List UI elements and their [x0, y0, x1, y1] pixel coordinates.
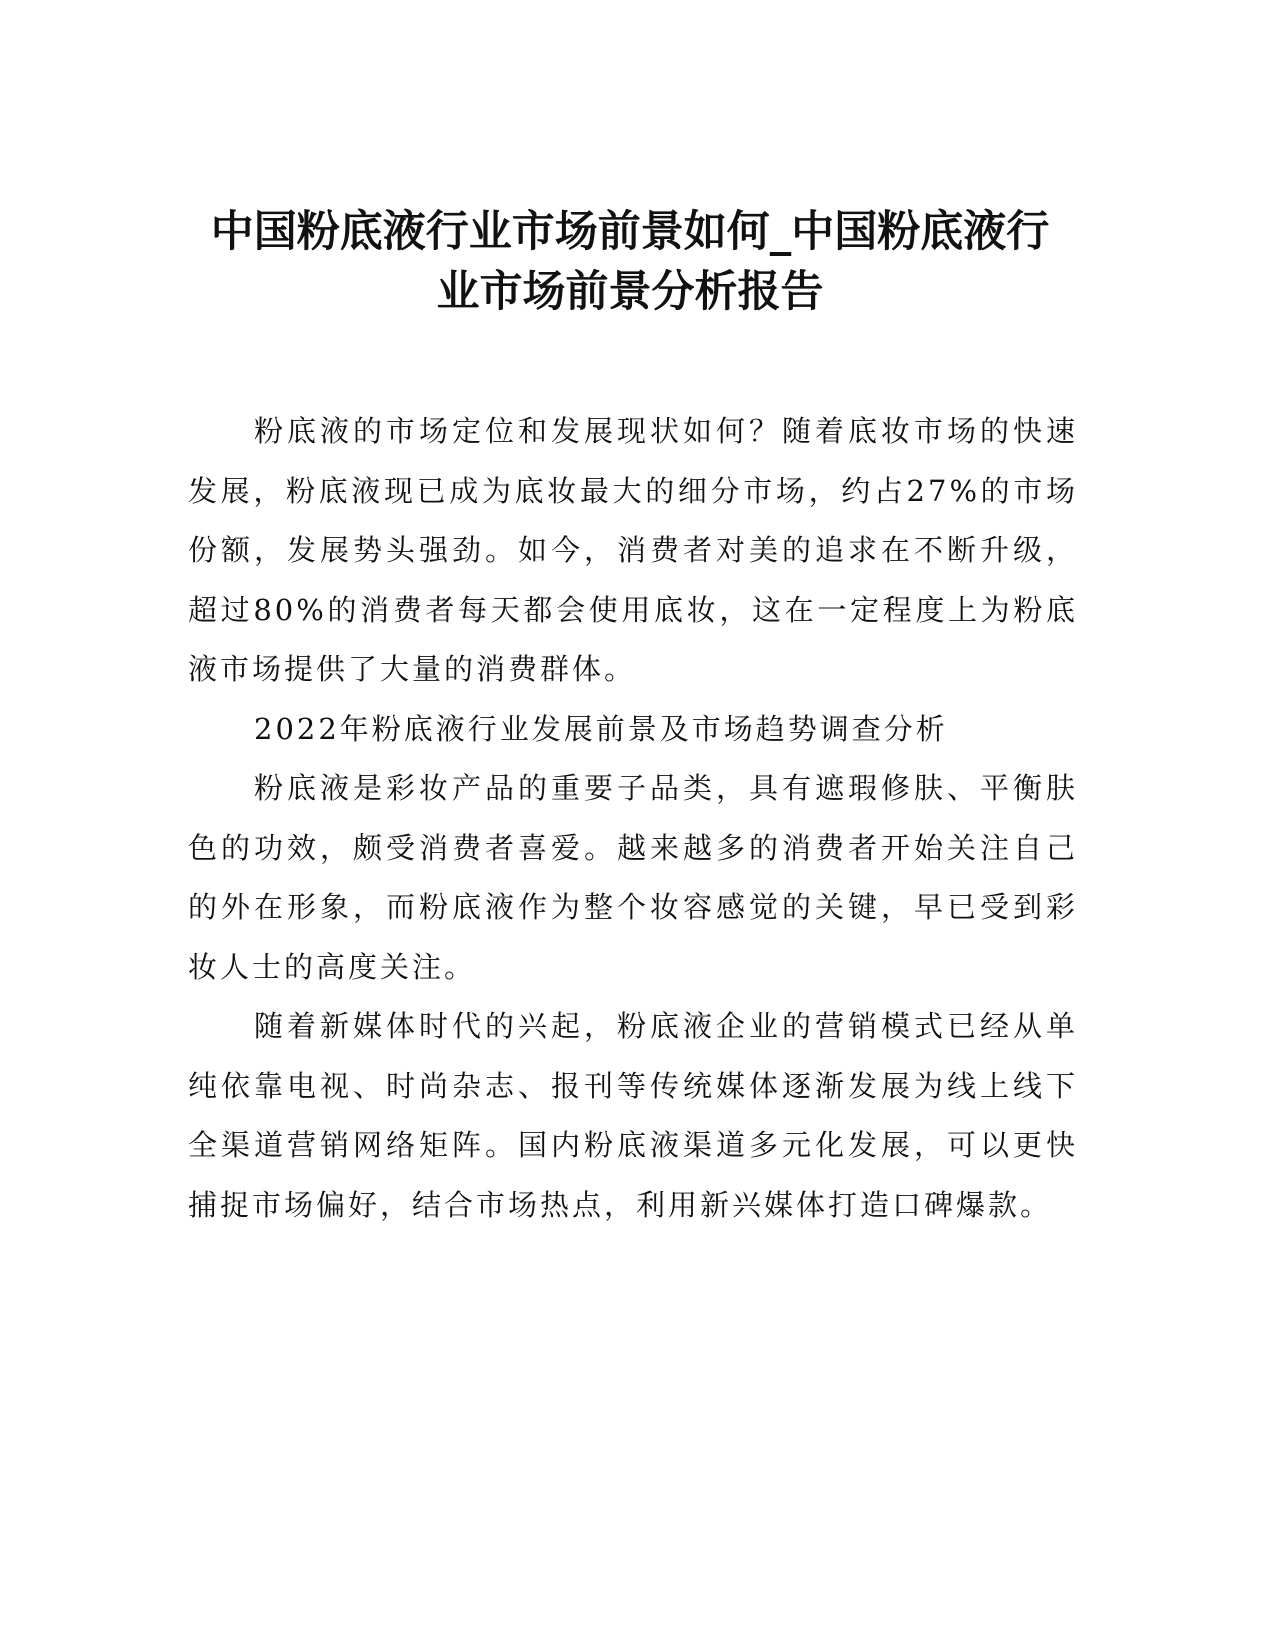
paragraph-section-heading: 2022年粉底液行业发展前景及市场趋势调查分析	[254, 711, 948, 746]
document-title	[180, 202, 1080, 322]
paragraph-market-positioning: 粉底液的市场定位和发展现状如何？随着底妆市场的快速发展，粉底液现已成为底妆最大的细分市场，约占27%的市场份额，发展势头强劲。如今，消费者对美的追求在不断升级，超过80%的消费者每天都会使用底妆，这在一定程度上为粉底液市场提供了大量的消费群体。	[188, 414, 1078, 686]
paragraph-product-description: 粉底液是彩妆产品的重要子品类，具有遮瑕修肤、平衡肤色的功效，颇受消费者喜爱。越来越多的消费者开始关注自己的外在形象，而粉底液作为整个妆容感觉的关键，早已受到彩妆人士的高度关注。	[188, 771, 1078, 984]
document-body	[188, 402, 1078, 1235]
title-line-1: 中国粉底液行业市场前景如何_中国粉底液行	[210, 207, 1050, 257]
paragraph-marketing-channels: 随着新媒体时代的兴起，粉底液企业的营销模式已经从单纯依靠电视、时尚杂志、报刊等传统媒体逐渐发展为线上线下全渠道营销网络矩阵。国内粉底液渠道多元化发展，可以更快捕捉市场偏好，结合市场热点，利用新兴媒体打造口碑爆款。	[188, 1009, 1078, 1222]
title-line-2: 业市场前景分析报告	[436, 267, 824, 317]
